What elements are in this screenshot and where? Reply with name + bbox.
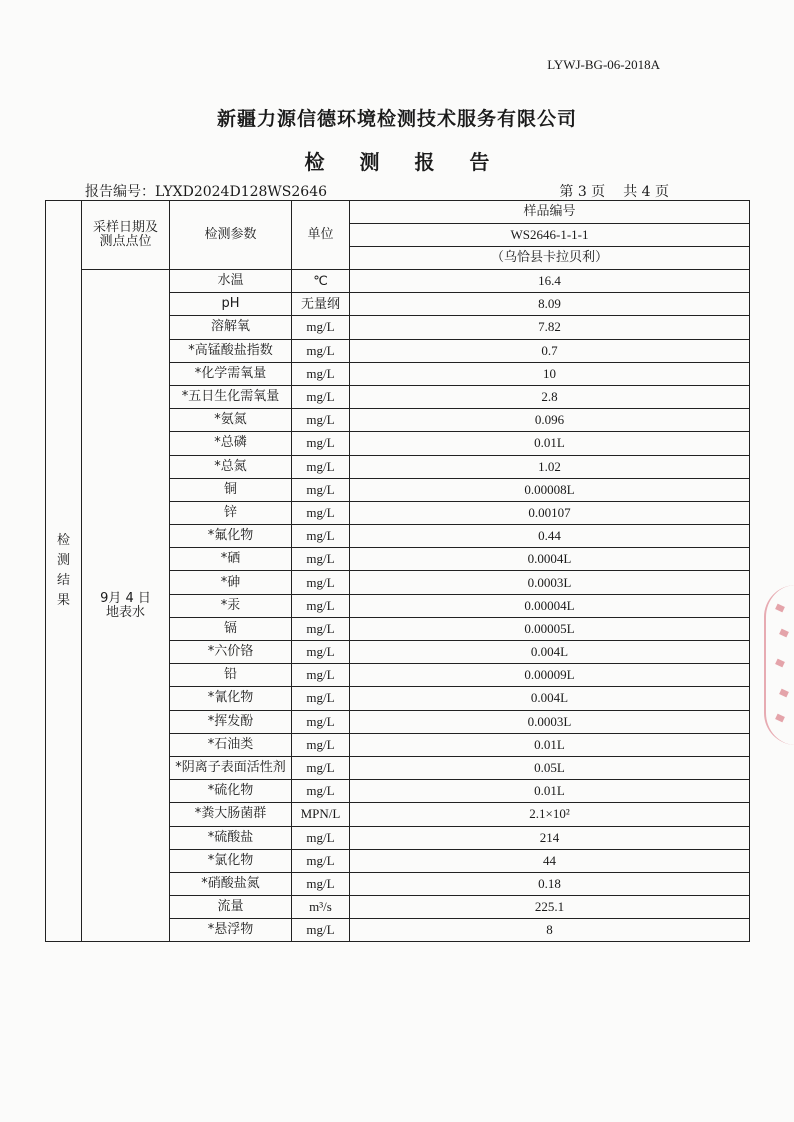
unit-cell: mg/L xyxy=(292,780,350,803)
results-table-body xyxy=(46,201,750,942)
unit-cell: mg/L xyxy=(292,385,350,408)
param-cell: *阴离子表面活性剂 xyxy=(170,756,292,779)
section-label: 检 测 结 果 xyxy=(56,533,70,609)
param-cell: *氨氮 xyxy=(170,409,292,432)
param-cell: *化学需氧量 xyxy=(170,362,292,385)
param-cell: 铜 xyxy=(170,478,292,501)
unit-cell: mg/L xyxy=(292,501,350,524)
unit-cell: mg/L xyxy=(292,687,350,710)
param-cell: pH xyxy=(170,293,292,316)
unit-cell: mg/L xyxy=(292,316,350,339)
page-info xyxy=(559,181,669,201)
unit-cell: mg/L xyxy=(292,478,350,501)
unit-cell: mg/L xyxy=(292,455,350,478)
param-cell: 流量 xyxy=(170,896,292,919)
unit-cell: MPN/L xyxy=(292,803,350,826)
unit-cell: mg/L xyxy=(292,664,350,687)
col-header-param: 检测参数 xyxy=(170,201,292,270)
unit-cell: mg/L xyxy=(292,409,350,432)
param-cell: *粪大肠菌群 xyxy=(170,803,292,826)
param-cell: *悬浮物 xyxy=(170,919,292,942)
param-cell: *氟化物 xyxy=(170,525,292,548)
col-header-unit: 单位 xyxy=(292,201,350,270)
value-cell: 0.00107 xyxy=(350,501,750,524)
param-cell: *硫化物 xyxy=(170,780,292,803)
sample-type: 地表水 xyxy=(105,604,145,620)
value-cell: 0.00004L xyxy=(350,594,750,617)
param-cell: *砷 xyxy=(170,571,292,594)
value-cell: 0.0003L xyxy=(350,571,750,594)
param-cell: *五日生化需氧量 xyxy=(170,385,292,408)
param-cell: *石油类 xyxy=(170,733,292,756)
param-cell: *总磷 xyxy=(170,432,292,455)
unit-cell: 无量纲 xyxy=(292,293,350,316)
unit-cell: mg/L xyxy=(292,733,350,756)
unit-cell: mg/L xyxy=(292,339,350,362)
value-cell: 0.0004L xyxy=(350,548,750,571)
value-cell: 214 xyxy=(350,826,750,849)
unit-cell: mg/L xyxy=(292,571,350,594)
col-header-sample-no: 样品编号 xyxy=(350,201,750,224)
sample-date: 9月 4 日 xyxy=(100,590,151,606)
unit-cell: mg/L xyxy=(292,432,350,455)
report-title: 检 测 报 告 xyxy=(304,150,504,174)
value-cell: 2.1×10² xyxy=(350,803,750,826)
param-cell: *总氮 xyxy=(170,455,292,478)
unit-cell: mg/L xyxy=(292,919,350,942)
unit-cell: mg/L xyxy=(292,641,350,664)
param-cell: 溶解氧 xyxy=(170,316,292,339)
param-cell: *硝酸盐氮 xyxy=(170,872,292,895)
section-label-cell xyxy=(46,201,82,942)
value-cell: 2.8 xyxy=(350,385,750,408)
unit-cell: mg/L xyxy=(292,872,350,895)
param-cell: *硫酸盐 xyxy=(170,826,292,849)
unit-cell: mg/L xyxy=(292,826,350,849)
col-header-sampling: 采样日期及 测点点位 xyxy=(82,201,170,270)
param-cell: 镉 xyxy=(170,617,292,640)
value-cell: 0.004L xyxy=(350,641,750,664)
value-cell: 0.44 xyxy=(350,525,750,548)
unit-cell: mg/L xyxy=(292,362,350,385)
value-cell: 0.01L xyxy=(350,432,750,455)
param-cell: 水温 xyxy=(170,270,292,293)
unit-cell: mg/L xyxy=(292,594,350,617)
value-cell: 8 xyxy=(350,919,750,942)
param-cell: *挥发酚 xyxy=(170,710,292,733)
param-cell: *高锰酸盐指数 xyxy=(170,339,292,362)
value-cell: 10 xyxy=(350,362,750,385)
document-code: LYWJ-BG-06-2018A xyxy=(547,57,660,72)
value-cell: 0.096 xyxy=(350,409,750,432)
value-cell: 0.01L xyxy=(350,780,750,803)
unit-cell: mg/L xyxy=(292,617,350,640)
total-pages: 共 4 页 xyxy=(623,184,669,200)
param-cell: *氰化物 xyxy=(170,687,292,710)
value-cell: 0.18 xyxy=(350,872,750,895)
value-cell: 1.02 xyxy=(350,455,750,478)
value-cell: 0.01L xyxy=(350,733,750,756)
value-cell: 0.0003L xyxy=(350,710,750,733)
param-cell: *硒 xyxy=(170,548,292,571)
param-cell: 铅 xyxy=(170,664,292,687)
unit-cell: ℃ xyxy=(292,270,350,293)
value-cell: 0.00005L xyxy=(350,617,750,640)
value-cell: 0.00009L xyxy=(350,664,750,687)
unit-cell: mg/L xyxy=(292,849,350,872)
unit-cell: mg/L xyxy=(292,710,350,733)
sampling-info-cell xyxy=(82,270,170,942)
report-number: 报告编号：LYXD2024D128WS2646 xyxy=(85,184,328,200)
unit-cell: mg/L xyxy=(292,525,350,548)
param-cell: *六价铬 xyxy=(170,641,292,664)
unit-cell: mg/L xyxy=(292,548,350,571)
header-row xyxy=(46,201,750,224)
param-cell: 锌 xyxy=(170,501,292,524)
results-table xyxy=(45,200,750,942)
unit-cell: mg/L xyxy=(292,756,350,779)
sample-location: （乌恰县卡拉贝利） xyxy=(350,247,750,270)
red-seal-stamp xyxy=(764,585,794,745)
value-cell: 16.4 xyxy=(350,270,750,293)
param-cell: *氯化物 xyxy=(170,849,292,872)
table-row xyxy=(46,270,750,293)
value-cell: 44 xyxy=(350,849,750,872)
value-cell: 0.7 xyxy=(350,339,750,362)
page-number: 第 3 页 xyxy=(559,184,606,200)
unit-cell: m³/s xyxy=(292,896,350,919)
value-cell: 225.1 xyxy=(350,896,750,919)
company-name: 新疆力源信德环境检测技术服务有限公司 xyxy=(216,108,577,130)
value-cell: 0.05L xyxy=(350,756,750,779)
value-cell: 7.82 xyxy=(350,316,750,339)
value-cell: 0.00008L xyxy=(350,478,750,501)
sample-id: WS2646-1-1-1 xyxy=(350,224,750,247)
param-cell: *汞 xyxy=(170,594,292,617)
value-cell: 0.004L xyxy=(350,687,750,710)
value-cell: 8.09 xyxy=(350,293,750,316)
